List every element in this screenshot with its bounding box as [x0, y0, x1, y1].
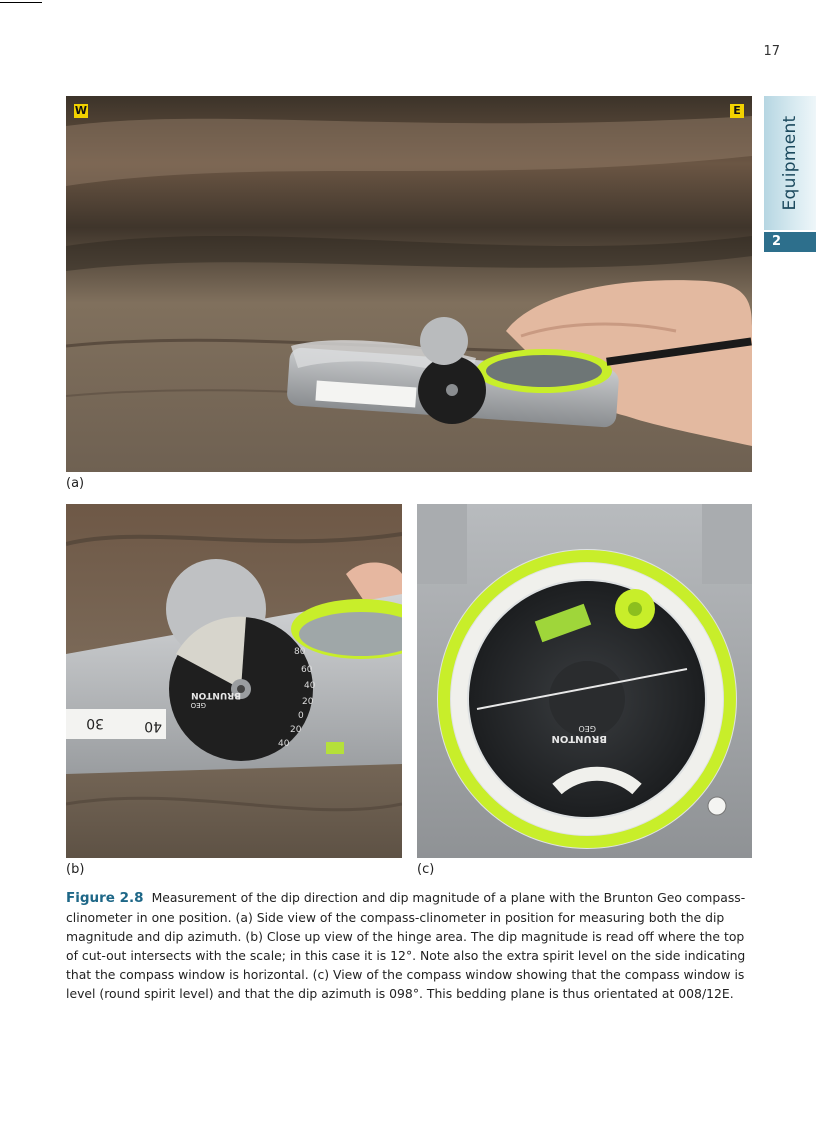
geo-model-text-c: GEO — [578, 724, 596, 733]
hinge-closeup-image — [66, 504, 402, 858]
scale-number-30: 30 — [86, 715, 104, 731]
figure-caption-text: Measurement of the dip direction and dip magnitude of a plane with the Brunton Geo compass-clinometer in one position. (a) Side view of the compass-clinometer in position for measuring both the dip magnitude and dip azimuth. (b) Close up view of the hinge area. The dip magnitude is read off where the top of cut-out intersects with the scale; in this case it is 12°. Note also the extra spirit level on the side indicating that the compass window is horizontal. (c) View of the compass window showing that the compass window is level (round spirit level) and that the dip azimuth is 098°. This bedding plane is thus orientated at 008/12E. — [66, 890, 746, 1001]
west-marker: W — [74, 104, 88, 117]
panel-label-c: (c) — [417, 862, 435, 877]
geo-model-text: GEO — [190, 701, 206, 709]
photo-panel-b — [66, 504, 402, 858]
photo-panel-a — [66, 96, 752, 472]
chapter-tab-title: Equipment — [780, 115, 800, 211]
page-number: 17 — [763, 44, 780, 59]
chapter-number: 2 — [772, 234, 782, 249]
dial-number-0: 0 — [298, 711, 304, 721]
panel-label-b: (b) — [66, 862, 85, 877]
scale-number-40: 40 — [144, 718, 162, 734]
dial-number-60: 60 — [301, 665, 313, 675]
panel-label-a: (a) — [66, 476, 85, 491]
figure-label: Figure 2.8 — [66, 890, 144, 906]
dial-number-40b: 40 — [278, 739, 290, 749]
dial-number-40: 40 — [304, 681, 316, 691]
chapter-side-tab — [764, 96, 816, 230]
compass-window-image — [417, 504, 752, 858]
photo-panel-c — [417, 504, 752, 858]
compass-side-view-image — [66, 96, 752, 472]
figure-caption — [66, 888, 756, 1003]
brunton-brand-text: BRUNTON — [191, 690, 241, 700]
dial-number-80: 80 — [294, 647, 306, 657]
crop-mark — [0, 2, 42, 3]
chapter-number-box — [764, 232, 816, 252]
brunton-brand-text-c: BRUNTON — [551, 733, 607, 744]
dial-number-20b: 20 — [290, 725, 302, 735]
dial-number-20: 20 — [302, 697, 314, 707]
east-marker: E — [730, 104, 744, 118]
